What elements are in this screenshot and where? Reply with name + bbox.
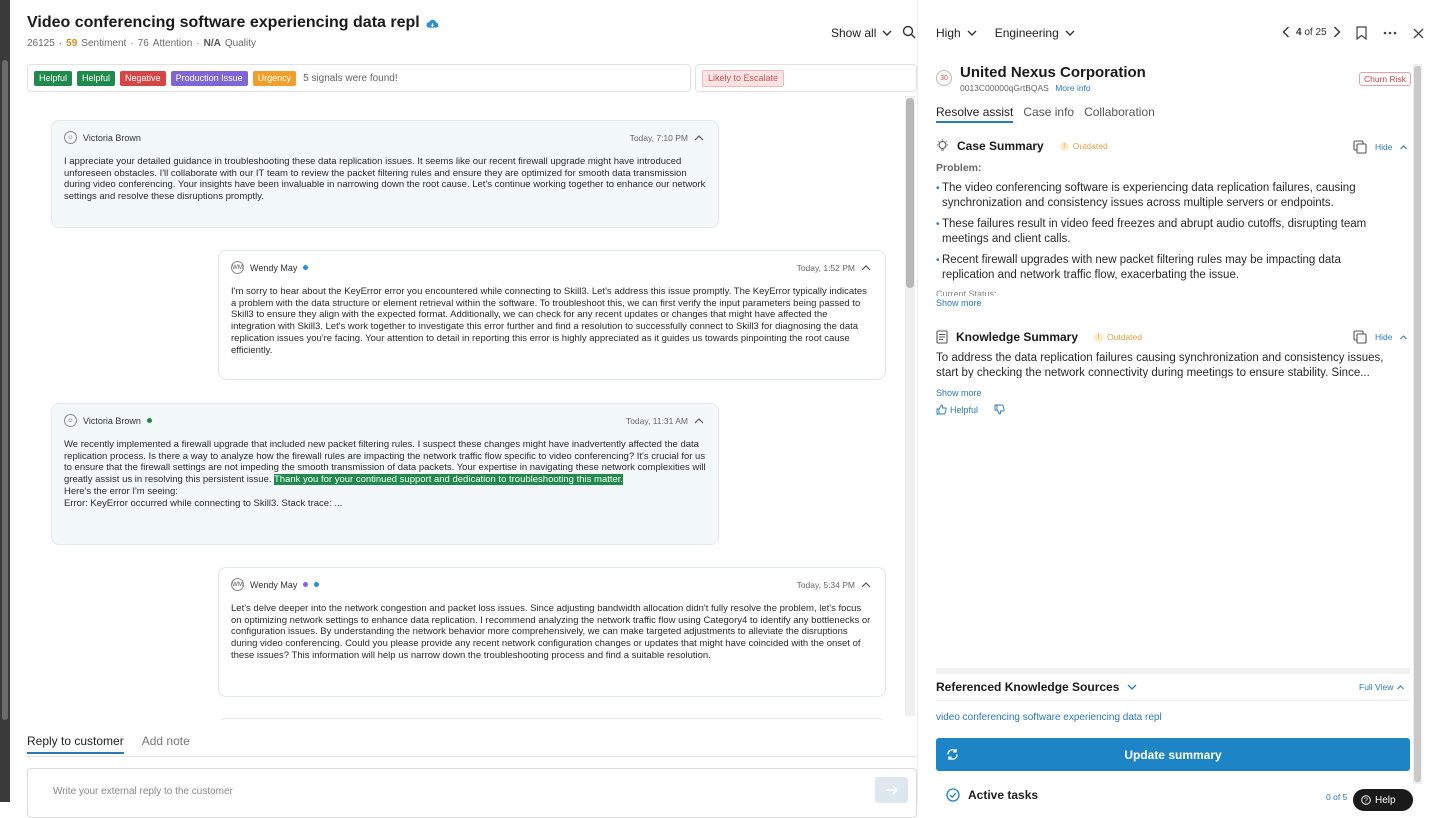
chevron-up-icon[interactable] (861, 582, 871, 588)
chevron-up-icon[interactable] (694, 418, 704, 424)
message-header (231, 578, 873, 591)
reply-placeholder: Write your external reply to the customer (53, 786, 233, 797)
chevron-up-icon (1400, 335, 1407, 340)
active-tasks-header[interactable] (946, 788, 1038, 802)
priority-label: High (936, 26, 961, 40)
lightbulb-icon (936, 139, 949, 153)
ticket-pager (1282, 26, 1341, 38)
outer-scrollbar[interactable] (0, 0, 10, 802)
ticket-id: 26125 (27, 38, 55, 49)
message-body: Let's delve deeper into the network congestion and packet loss issues. Since adjusting bandwidth allocation didn't fully resolve the problem, let's focus on optimizing network settings to enhance data replication. I recommend analyzing the network traffic flow using Category4 to identify any bottlenecks or configuration issues. By understanding the network behavior more comprehensively, we can make targeted adjustments to alleviate the disruptions during video conferencing. Could you please provide any recent network configuration changes or updates that might have coincided with the onset of these issues? This information will help us narrow down the troubleshooting process and find a suitable resolution. (231, 603, 871, 661)
chevron-down-icon (882, 30, 892, 37)
signal-tag-urgency[interactable]: Urgency (253, 71, 297, 86)
message-scrollbar[interactable] (905, 96, 915, 716)
message-author: Victoria Brown (83, 132, 141, 143)
knowledge-summary-show-more[interactable]: Show more (936, 388, 982, 398)
assist-tabs (936, 105, 1155, 123)
outdated-label: Outdated (1072, 141, 1108, 151)
referenced-sources-title: Referenced Knowledge Sources (936, 680, 1120, 694)
chevron-down-icon (1065, 30, 1075, 37)
tab-collaboration[interactable]: Collaboration (1084, 105, 1155, 119)
message-timestamp: Today, 7:10 PM (629, 133, 688, 143)
message-timestamp: Today, 5:34 PM (796, 580, 855, 590)
copy-icon[interactable] (1353, 330, 1367, 344)
team-dropdown[interactable] (995, 26, 1075, 40)
signal-tag-negative[interactable]: Negative (120, 71, 166, 86)
chevron-right-icon[interactable] (1333, 26, 1341, 38)
chevron-down-icon (1127, 684, 1137, 691)
signals-summary: 5 signals were found! (303, 72, 398, 84)
problem-label: Problem: (936, 162, 982, 174)
update-summary-label: Update summary (1124, 747, 1222, 762)
check-circle-icon (946, 788, 960, 802)
highlighted-text[interactable]: Thank you for your continued support and dedication to troubleshooting this matter. (273, 474, 624, 486)
chevron-down-icon (967, 30, 977, 37)
pager-total: of 25 (1304, 26, 1327, 38)
escalation-bar (695, 64, 917, 92)
user-icon: ☺ (64, 414, 77, 427)
priority-dropdown[interactable] (936, 26, 977, 40)
ticket-title: Video conferencing software experiencing data repl (27, 14, 420, 31)
company-id-row (960, 83, 1091, 93)
sentiment-label: Sentiment (81, 38, 127, 49)
tab-resolve-assist[interactable]: Resolve assist (936, 105, 1013, 123)
list-item: • These failures result in video feed freezes and abrupt audio cutoffs, disrupting team meetings and client calls. (936, 217, 1391, 247)
document-icon (936, 330, 948, 344)
tab-add-note[interactable]: Add note (141, 734, 190, 748)
chevron-left-icon[interactable] (1282, 26, 1290, 38)
show-all-dropdown[interactable] (831, 26, 892, 40)
sentiment-value: 59 (66, 38, 78, 49)
outdated-label: Outdated (1107, 332, 1143, 342)
message-time (626, 416, 704, 426)
helpful-label: Helpful (950, 404, 979, 415)
assist-panel (917, 0, 1442, 806)
meta-sep: · (58, 38, 63, 49)
help-label: Help (1375, 794, 1396, 806)
ticket-meta (27, 38, 256, 49)
message-agent (218, 250, 886, 380)
warning-icon: ! (1060, 142, 1069, 151)
assist-scrollbar-thumb[interactable] (1414, 66, 1421, 782)
message-timestamp: Today, 1:52 PM (796, 263, 855, 273)
case-summary-show-more[interactable]: Show more (936, 298, 982, 308)
message-body: I'm sorry to hear about the KeyError error you encountered while connecting to Skill3. Let's address this issue promptly. The KeyError typically indicates a problem with the data structure or element retrieval within the software. To troubleshoot this, we can first verify the input parameters being passed to Skill3 to ensure they align with the expected format. Additionally, we can check for any recent updates or changes that might have affected the integration with Skill3. Let's work together to investigate this error further and find a resolution to successfully connect to Skill3 for diagnosing the data replication issues you're facing. Your attention to detail in reporting this error is highly appreciated as it guides us towards pinpointing the root cause efficiently. (231, 286, 867, 356)
message-agent (218, 718, 886, 720)
tab-reply-to-customer[interactable]: Reply to customer (27, 734, 124, 754)
meta-sep: · (196, 38, 200, 49)
message-body: I appreciate your detailed guidance in troubleshooting these data replication issues. It seems like our recent firewall upgrade might have introduced unforeseen obstacles. I'll collaborate with our IT team to review the packet filtering rules and ensure they are optimized for smooth data transmission during video conferencing. Your insights have been invaluable in narrowing down the root cause. Let's continue working together to enhance our network settings and resolve these disruptions promptly. (64, 156, 706, 203)
signal-tag-production-issue[interactable]: Production Issue (171, 71, 248, 86)
referenced-sources-header[interactable] (936, 680, 1137, 694)
message-text: Error: KeyError occurred while connecting to Skill3. Stack trace: ... (64, 497, 343, 509)
message-header (64, 414, 706, 427)
status-dot (314, 582, 319, 587)
full-view-label: Full View (1359, 682, 1394, 692)
chevron-up-icon (1397, 685, 1404, 690)
quality-value: N/A (203, 38, 221, 49)
team-label: Engineering (994, 26, 1059, 40)
tasks-count: 0 of 5 (1326, 792, 1348, 802)
chevron-up-icon[interactable] (694, 135, 704, 141)
message-timestamp: Today, 11:31 AM (625, 416, 688, 426)
attention-value: 76 (137, 38, 149, 49)
case-summary-hide[interactable] (1353, 140, 1407, 154)
thumbs-down-icon[interactable] (994, 404, 1005, 415)
problem-bullets (936, 181, 1391, 289)
thumbs-up-icon (936, 404, 947, 415)
outdated-badge (1094, 332, 1142, 342)
company-name: United Nexus Corporation (960, 64, 1146, 81)
message-body (64, 439, 706, 509)
assist-scrollbar[interactable] (1413, 64, 1422, 784)
case-summary-title: Case Summary (957, 139, 1044, 153)
help-button[interactable] (1353, 789, 1413, 811)
chevron-up-icon (1400, 145, 1407, 150)
message-author: Victoria Brown (83, 415, 141, 426)
divider (936, 700, 1410, 701)
status-dot (147, 418, 152, 423)
message-time (797, 580, 871, 590)
knowledge-source-link[interactable]: video conferencing software experiencing data repl (936, 712, 1162, 723)
helpful-button[interactable] (936, 404, 978, 415)
send-button[interactable] (875, 777, 908, 803)
svg-text:?: ? (1364, 797, 1368, 805)
message-customer (51, 120, 719, 228)
message-author: Wendy May (250, 262, 298, 273)
message-time (797, 263, 871, 273)
message-text: Here's the error I'm seeing: (64, 485, 178, 497)
knowledge-summary-text: To address the data replication failures causing synchronization and consistency issues, start by checking the network connectivity during meetings to ensure stability. Since... (936, 352, 1384, 378)
user-icon: ☺ (64, 131, 77, 144)
message-header (231, 261, 873, 274)
ticket-header (27, 14, 439, 32)
conversation-panel (10, 0, 917, 802)
message-agent (218, 567, 886, 697)
message-scrollbar-thumb[interactable] (906, 98, 914, 288)
current-status-label: Current Status: (936, 289, 997, 296)
show-all-label: Show all (831, 26, 877, 40)
list-item: • Recent firewall upgrades with new packet filtering rules may be impacting data replication and network traffic flow, exacerbating the issue. (936, 253, 1391, 283)
reply-input[interactable] (27, 768, 917, 818)
company-logo: 30 (936, 70, 952, 86)
list-item: • The video conferencing software is experiencing data replication failures, causing synchronization and consistency issues across multiple servers or endpoints. (936, 181, 1391, 211)
arrow-right-icon (885, 785, 899, 795)
message-header (64, 131, 706, 144)
message-text: We recently implemented a firewall upgrade that included new packet filtering rules. I suspect these changes might have inadvertently affected the data replication process. Is there a way to analyze how the firewall rules are impacting the network traffic flow specific to video conferencing? It's crucial for us to ensure that the firewall settings are not impeding the smooth transmission of data packets. Your expertise in navigating these network complexities will greatly assist us in resolving this persistent issue. (64, 439, 706, 486)
attention-label: Attention (152, 38, 193, 49)
header-actions (1356, 26, 1424, 40)
hide-label: Hide (1375, 332, 1393, 342)
pager-count (1296, 27, 1327, 38)
feedback-row (936, 404, 1005, 415)
divider (27, 756, 917, 757)
pager-current: 4 (1296, 26, 1302, 38)
knowledge-summary-hide[interactable] (1353, 330, 1407, 344)
tab-case-info[interactable]: Case info (1023, 105, 1075, 119)
case-summary-header (936, 139, 1108, 153)
message-customer (51, 403, 719, 545)
close-icon[interactable] (1413, 28, 1424, 39)
meta-sep: · (130, 38, 134, 49)
churn-risk-badge: Churn Risk (1359, 72, 1411, 86)
signal-tag-helpful[interactable]: Helpful (34, 71, 72, 86)
outer-scrollbar-thumb[interactable] (2, 60, 8, 720)
company-id: 0013C00000qGrtBQAS (960, 83, 1049, 93)
chevron-up-icon[interactable] (861, 265, 871, 271)
reply-tabs (27, 734, 190, 754)
message-author: Wendy May (250, 579, 298, 590)
status-dot (303, 582, 308, 587)
more-info-link[interactable]: More info (1055, 83, 1091, 93)
status-dot (303, 265, 308, 270)
search-icon[interactable] (902, 25, 916, 39)
more-icon[interactable] (1383, 31, 1397, 35)
copy-icon[interactable] (1353, 140, 1367, 154)
hide-label: Hide (1375, 142, 1393, 152)
ticket-filters (936, 26, 1075, 40)
update-summary-button[interactable] (936, 738, 1410, 771)
cloud-icon (426, 18, 439, 29)
divider (936, 668, 1410, 674)
sync-icon (946, 748, 959, 761)
active-tasks-title: Active tasks (968, 788, 1039, 802)
signal-tag-helpful[interactable]: Helpful (77, 71, 115, 86)
avatar: WM (231, 578, 244, 591)
bookmark-icon[interactable] (1356, 26, 1367, 40)
avatar: WM (231, 261, 244, 274)
message-list[interactable] (27, 96, 917, 720)
outdated-badge (1060, 141, 1108, 151)
full-view-link[interactable] (1359, 682, 1404, 692)
help-icon (1361, 795, 1371, 805)
knowledge-summary-header (936, 330, 1142, 344)
warning-icon: ! (1094, 333, 1103, 342)
quality-label: Quality (224, 38, 256, 49)
escalation-tag[interactable]: Likely to Escalate (702, 70, 784, 87)
message-time (630, 133, 704, 143)
knowledge-summary-title: Knowledge Summary (956, 330, 1079, 344)
signals-bar (27, 64, 691, 92)
